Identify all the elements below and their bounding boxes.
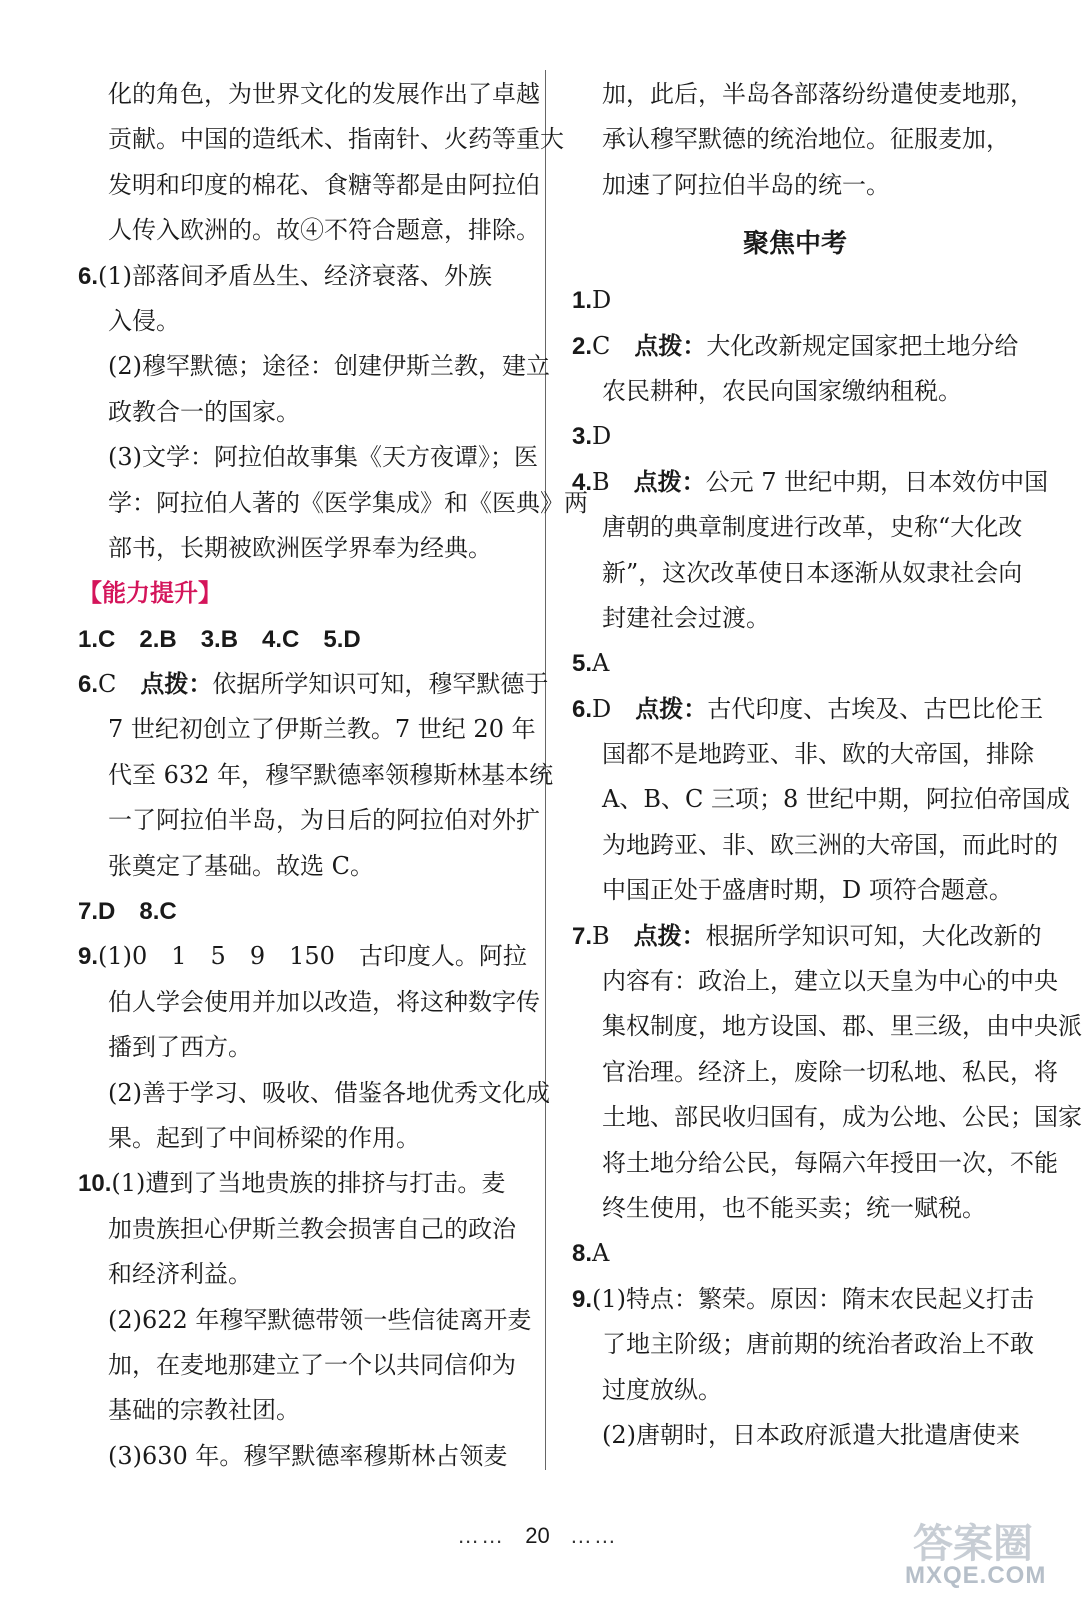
text-line: [78, 980, 540, 1025]
text-line: [78, 481, 588, 526]
line-text: 唐朝的典章制度进行改革，史称“大化改: [602, 513, 1023, 542]
line-text: 承认穆罕默德的统治地位。征服麦加，: [602, 125, 1010, 154]
line-text: 入侵。: [108, 306, 180, 335]
text-line: [572, 1004, 1082, 1049]
question-number: 4.: [572, 468, 593, 496]
line-text: (1)遭到了当地贵族的排挤与打击。麦: [111, 1169, 506, 1198]
line-text: D: [592, 422, 612, 451]
line-text: A、B、C 三项；8 世纪中期，阿拉伯帝国成: [602, 785, 1070, 814]
text-line: [78, 1116, 530, 1161]
line-text: D: [592, 286, 612, 315]
text-line: [572, 1231, 1018, 1276]
line-text: 和经济利益。: [108, 1260, 252, 1289]
line-text: 官治理。经济上，废除一切私地、私民，将: [602, 1057, 1058, 1086]
line-text: 播到了西方。: [108, 1033, 252, 1062]
text-line: [572, 1413, 1018, 1458]
section-label: 【能力提升】: [78, 580, 222, 608]
line-text: B: [592, 467, 634, 496]
text-line: [572, 324, 1018, 369]
line-text: A: [592, 649, 610, 678]
line-text: 7 世纪初创立了伊斯兰教。7 世纪 20 年: [108, 715, 536, 744]
text-line: [572, 551, 1023, 596]
line-text: (2)622 年穆罕默德带领一些信徒离开麦: [108, 1305, 532, 1334]
text-line: [78, 72, 540, 117]
question-number: 5.: [572, 650, 593, 678]
text-line: [78, 934, 530, 979]
line-rest: 依据所学知识可知，穆罕默德于: [212, 670, 549, 699]
footer-dots-right: ……: [569, 1523, 618, 1548]
right-column-answers: [572, 278, 1082, 1458]
text-line: [572, 641, 1018, 686]
right-column: [572, 72, 1082, 1458]
text-line: [78, 1025, 530, 1070]
line-text: 集权制度，地方设国、郡、里三级，由中央派: [602, 1012, 1082, 1041]
line-text: 学：阿拉伯人著的《医学集成》和《医典》两: [108, 488, 588, 517]
line-text: 国都不是地跨亚、非、欧的大帝国，排除: [602, 740, 1034, 769]
text-line: [572, 163, 1018, 208]
line-text: 加，此后，半岛各部落纷纷遣使麦地那，: [602, 80, 1034, 108]
text-line: [78, 662, 549, 707]
text-line: [572, 1141, 1058, 1186]
line-text: A: [592, 1239, 610, 1268]
line-text: B: [592, 921, 634, 950]
hint-label: 点拨：: [633, 468, 706, 496]
line-text: 一了阿拉伯半岛，为日后的阿拉伯对外扩: [108, 806, 540, 835]
text-line: [572, 687, 1044, 732]
line-text: 土地、部民收归国有，成为公地、公民；国家: [602, 1103, 1082, 1132]
text-line: [78, 1343, 530, 1388]
text-line: [78, 1207, 530, 1252]
line-rest: 古代印度、古埃及、古巴比伦王: [707, 694, 1044, 723]
text-line: [572, 1186, 1018, 1231]
line-rest: 公元 7 世纪中期，日本效仿中国: [705, 467, 1049, 496]
line-text: 加速了阿拉伯半岛的统一。: [602, 170, 890, 199]
line-text: 部书，长期被欧洲医学界奉为经典。: [108, 533, 492, 562]
line-text: (2)穆罕默德；途径：创建伊斯兰教，建立: [108, 352, 550, 381]
line-text: 加贵族担心伊斯兰教会损害自己的政治: [108, 1214, 516, 1243]
text-line: [572, 868, 1018, 913]
text-line: [78, 1252, 530, 1297]
question-number: 9.: [78, 943, 99, 971]
text-line: [572, 1322, 1034, 1367]
text-line: [572, 414, 1018, 459]
text-line: [572, 369, 1018, 414]
text-line: [78, 707, 536, 752]
text-line: [572, 117, 1018, 162]
hint-label: 点拨：: [633, 922, 706, 950]
line-text: 农民耕种，农民向国家缴纳租税。: [602, 376, 962, 405]
line-text: (3)630 年。穆罕默德率穆斯林占领麦: [108, 1441, 508, 1470]
line-text: (1)部落间矛盾丛生、经济衰落、外族: [98, 261, 493, 290]
line-text: 1.C 2.B 3.B 4.C 5.D: [78, 625, 361, 653]
text-line: [572, 505, 1023, 550]
line-text: (2)唐朝时，日本政府派遣大批遣唐使来: [602, 1420, 1020, 1449]
line-text: 内容有：政治上，建立以天皇为中心的中央: [602, 967, 1058, 996]
text-line: [78, 1071, 550, 1116]
watermark-logo: [885, 1512, 1055, 1592]
line-text: (2)善于学习、吸收、借鉴各地优秀文化成: [108, 1078, 550, 1107]
question-number: 3.: [572, 423, 593, 451]
text-line: [78, 798, 540, 843]
question-number: 6.: [78, 262, 99, 290]
text-line: [572, 823, 1058, 868]
text-line: [78, 390, 530, 435]
line-text: 贡献。中国的造纸术、指南针、火药等重大: [108, 125, 564, 154]
line-text: 中国正处于盛唐时期，D 项符合题意。: [602, 876, 1013, 905]
question-number: 6.: [78, 671, 99, 699]
question-number: 8.: [572, 1240, 593, 1268]
line-text: (1)特点：繁荣。原因：隋末农民起义打击: [592, 1284, 1035, 1313]
question-number: 10.: [78, 1170, 112, 1198]
text-line: [572, 959, 1058, 1004]
hint-label: 点拨：: [634, 332, 707, 360]
text-line: [78, 753, 554, 798]
footer-dots-left: ……: [457, 1523, 506, 1548]
watermark-top: 答案圈: [913, 1521, 1033, 1567]
text-line: [78, 435, 538, 480]
text-line: [78, 1298, 530, 1343]
line-rest: 大化改新规定国家把土地分给: [706, 331, 1019, 360]
text-line: [78, 526, 530, 571]
text-line: [78, 163, 540, 208]
text-line: [78, 117, 564, 162]
line-text: 政教合一的国家。: [108, 397, 300, 426]
line-text: 过度放纵。: [602, 1375, 722, 1404]
right-column-continuation: [572, 72, 1034, 208]
hint-label: 点拨：: [635, 695, 708, 723]
line-text: C: [98, 670, 141, 699]
line-text: D: [592, 694, 636, 723]
text-line: [572, 596, 1018, 641]
section-label-line: [78, 571, 530, 616]
line-rest: 根据所学知识可知，大化改新的: [705, 921, 1042, 950]
text-line: [78, 208, 540, 253]
line-text: C: [592, 331, 635, 360]
left-column: [78, 72, 588, 1479]
question-number: 2.: [572, 332, 593, 360]
text-line: [78, 1388, 530, 1433]
text-line: [78, 254, 530, 299]
line-text: 终生使用，也不能买卖；统一赋税。: [602, 1193, 986, 1222]
text-line: [78, 344, 550, 389]
line-text: 新”，这次改革使日本逐渐从奴隶社会向: [602, 558, 1023, 587]
line-text: (1)0 1 5 9 150 古印度人。阿拉: [98, 942, 527, 971]
page-number: 20: [525, 1523, 550, 1548]
text-line: [572, 278, 1018, 323]
line-text: 封建社会过渡。: [602, 603, 770, 632]
text-line: [572, 914, 1042, 959]
text-line: [78, 1161, 530, 1206]
line-text: 代至 632 年，穆罕默德率领穆斯林基本统: [108, 760, 554, 789]
line-text: 化的角色，为世界文化的发展作出了卓越: [108, 80, 540, 108]
text-line: [78, 617, 530, 662]
line-text: 为地跨亚、非、欧三洲的大帝国，而此时的: [602, 830, 1058, 859]
section-title: 聚焦中考: [742, 229, 847, 260]
question-number: 7.: [572, 922, 593, 950]
text-line: [572, 1368, 1018, 1413]
text-line: [78, 1434, 530, 1479]
text-line: [78, 299, 530, 344]
text-line: [572, 1050, 1058, 1095]
line-text: 人传入欧洲的。故④不符合题意，排除。: [108, 216, 540, 245]
line-text: (3)文学：阿拉伯故事集《天方夜谭》；医: [108, 443, 538, 472]
text-line: [572, 460, 1049, 505]
line-text: 7.D 8.C: [78, 898, 177, 926]
text-line: [572, 732, 1034, 777]
text-line: [572, 1277, 1035, 1322]
question-number: 6.: [572, 695, 593, 723]
question-number: 1.: [572, 287, 593, 315]
text-line: [572, 777, 1070, 822]
line-text: 发明和印度的棉花、食糖等都是由阿拉伯: [108, 170, 540, 199]
line-text: 了地主阶级；唐前期的统治者政治上不敢: [602, 1330, 1034, 1359]
watermark-bottom: MXQE.COM: [905, 1562, 1047, 1589]
text-line: [78, 844, 530, 889]
text-line: [78, 889, 530, 934]
question-number: 9.: [572, 1285, 593, 1313]
line-text: 张奠定了基础。故选 C。: [108, 851, 374, 880]
line-text: 伯人学会使用并加以改造，将这种数字传: [108, 987, 540, 1016]
hint-label: 点拨：: [140, 671, 213, 699]
text-line: [572, 72, 1034, 117]
line-text: 果。起到了中间桥梁的作用。: [108, 1123, 420, 1152]
line-text: 将土地分给公民，每隔六年授田一次，不能: [602, 1148, 1058, 1177]
line-text: 基础的宗教社团。: [108, 1396, 300, 1425]
line-text: 加，在麦地那建立了一个以共同信仰为: [108, 1350, 516, 1379]
text-line: [572, 1095, 1082, 1140]
